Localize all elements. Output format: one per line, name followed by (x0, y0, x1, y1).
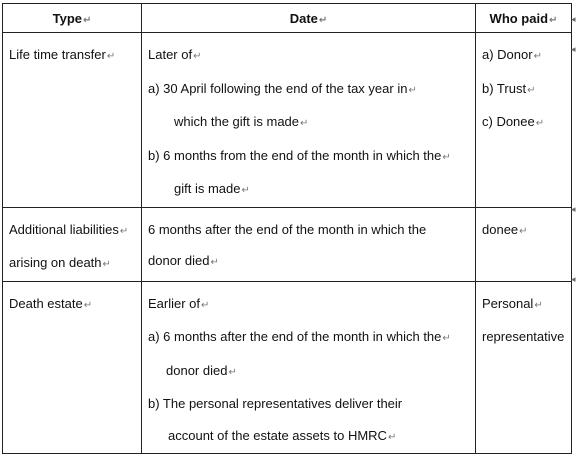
type-cell: Additional liabilities↵ arising on death↵ (3, 207, 142, 281)
type-cell: Death estate↵ (3, 281, 142, 454)
type-cell: Life time transfer↵ (3, 33, 142, 208)
row-end-marker: ◂ (571, 204, 576, 214)
who-paid-cell: a) Donor↵ b) Trust↵ c) Donee↵ (476, 33, 572, 208)
header-date: Date↵ (142, 4, 476, 33)
who-paid-cell: donee↵ (476, 207, 572, 281)
payment-schedule-table (2, 3, 572, 454)
header-type: Type↵ (3, 4, 142, 33)
row-end-marker: ◂ (571, 44, 576, 54)
who-paid-cell: Personal↵ representative (476, 281, 572, 454)
header-who-paid: Who paid↵ (476, 4, 572, 33)
date-cell: Earlier of↵ a) 6 months after the end of the month in which the↵ donor died↵ b) The personal representatives deliver their account of the estate assets to HMRC↵ (142, 281, 476, 454)
row-end-marker: ◂ (571, 274, 576, 284)
table-row (3, 207, 572, 281)
date-cell: Later of↵ a) 30 April following the end of the tax year in↵ which the gift is made↵ b) 6 months from the end of the month in which the↵ gift is made↵ (142, 33, 476, 208)
row-end-marker: ◂ (571, 14, 576, 24)
table-row (3, 281, 572, 454)
date-cell: 6 months after the end of the month in which the donor died↵ (142, 207, 476, 281)
table-row (3, 33, 572, 208)
table-header-row (3, 4, 572, 33)
